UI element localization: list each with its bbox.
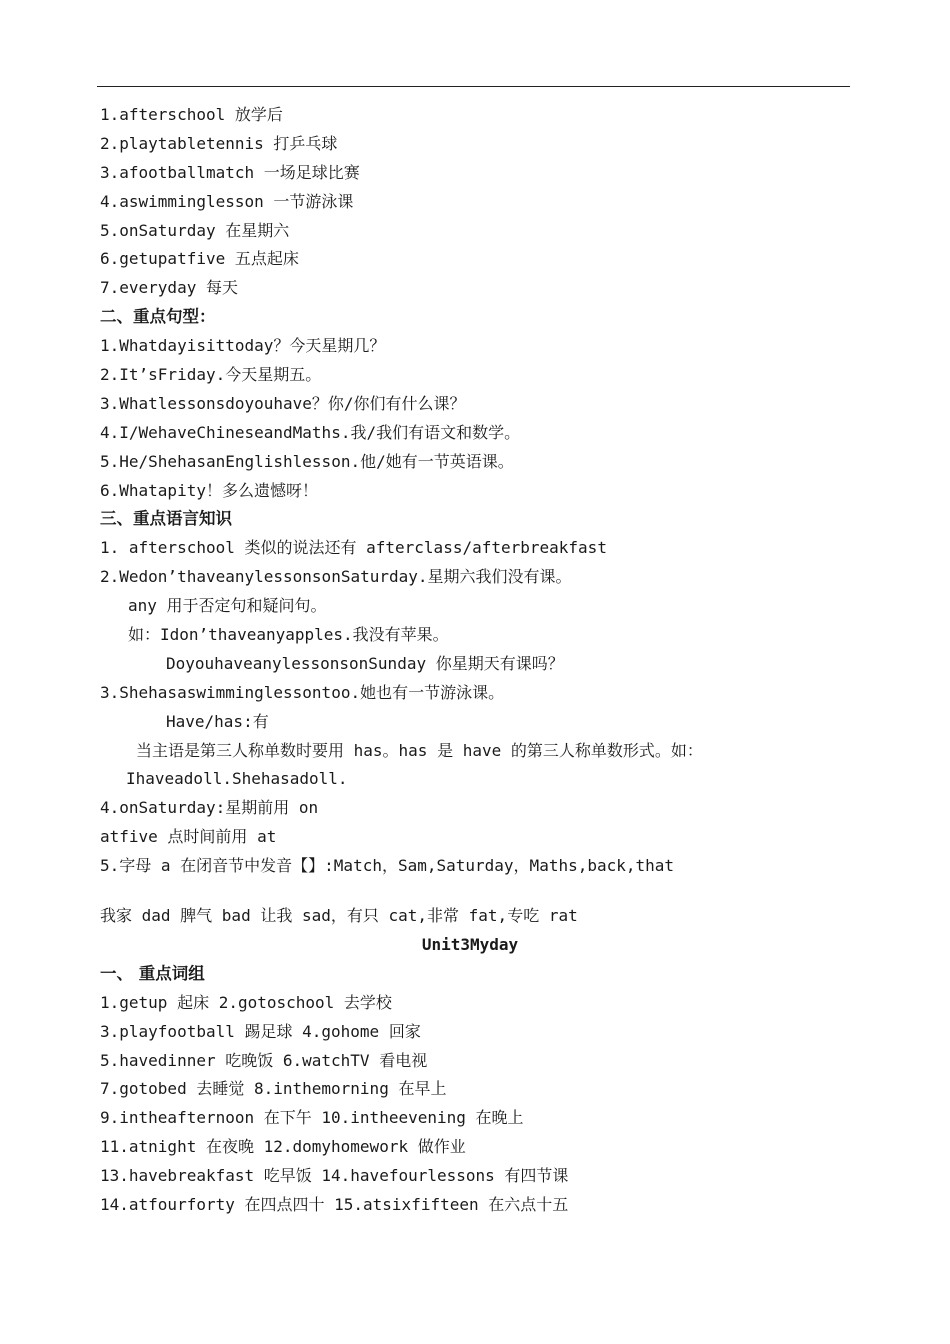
list-item: 1.Whatdayisittoday？今天星期几？ [100, 336, 386, 356]
section-heading-sentences: 二、重点句型： [100, 307, 216, 327]
header-rule [97, 86, 850, 87]
section-heading-knowledge: 三、重点语言知识 [100, 509, 232, 529]
knowledge-item: 3.Shehasaswimminglessontoo.她也有一节游泳课。 [100, 682, 505, 702]
knowledge-example: 如：Idon’thaveanyapples.我没有苹果。 [128, 625, 449, 645]
knowledge-item: 5.字母 a 在闭音节中发音【】:Match，Sam,Saturday，Maths,back,that [100, 856, 675, 876]
knowledge-note: any 用于否定句和疑问句。 [128, 596, 327, 616]
list-item: 5.He/ShehasanEnglishlesson.他/她有一节英语课。 [100, 451, 514, 471]
spacer [100, 881, 840, 902]
knowledge-list [100, 534, 840, 881]
list-item: 4.aswimminglesson 一节游泳课 [100, 191, 354, 211]
list-item: 11.atnight 在夜晚 12.domyhomework 做作业 [100, 1137, 466, 1157]
knowledge-item: 2.Wedon’thaveanylessonsonSaturday.星期六我们没有课。 [100, 567, 572, 587]
knowledge-example: DoyouhaveanylessonsonSunday 你星期天有课吗？ [166, 653, 564, 673]
unit-title: Unit3Myday [421, 934, 519, 954]
list-item: 4.I/WehaveChineseandMaths.我/我们有语文和数学。 [100, 422, 521, 442]
knowledge-note: atfive 点时间前用 at [100, 827, 277, 847]
list-item: 6.Whatapity！多么遗憾呀！ [100, 480, 318, 500]
list-item: 6.getupatfive 五点起床 [100, 249, 299, 269]
list-item: 3.Whatlessonsdoyouhave？你/你们有什么课？ [100, 393, 466, 413]
section-heading-phrases: 一、 重点词组 [100, 963, 205, 983]
list-item: 3.afootballmatch 一场足球比赛 [100, 162, 360, 182]
vocab-list [100, 101, 840, 303]
phrase-list [100, 989, 840, 1220]
list-item: 7.everyday 每天 [100, 278, 238, 298]
list-item: 5.onSaturday 在星期六 [100, 220, 290, 240]
list-item: 14.atfourforty 在四点四十 15.atsixfifteen 在六点十五 [100, 1194, 569, 1214]
list-item: 2.It’sFriday.今天星期五。 [100, 365, 322, 385]
list-item: 1.afterschool 放学后 [100, 105, 283, 124]
knowledge-example: Ihaveadoll.Shehasadoll. [126, 769, 348, 789]
list-item: 13.havebreakfast 吃早饭 14.havefourlessons 有四节课 [100, 1166, 569, 1186]
list-item: 1.getup 起床 2.gotoschool 去学校 [100, 992, 392, 1012]
sentence-list [100, 332, 840, 505]
list-item: 3.playfootball 踢足球 4.gohome 回家 [100, 1021, 421, 1041]
knowledge-item: 1. afterschool 类似的说法还有 afterclass/afterbreakfast [100, 538, 607, 558]
list-item: 5.havedinner 吃晚饭 6.watchTV 看电视 [100, 1050, 428, 1070]
list-item: 2.playtabletennis 打乒乓球 [100, 133, 338, 153]
knowledge-note: 当主语是第三人称单数时要用 has。has 是 have 的第三人称单数形式。如： [136, 740, 703, 760]
knowledge-note: Have/has:有 [166, 711, 269, 731]
list-item: 9.intheafternoon 在下午 10.intheevening 在晚上 [100, 1108, 524, 1128]
list-item: 7.gotobed 去睡觉 8.inthemorning 在早上 [100, 1079, 447, 1099]
document-body [100, 101, 840, 1220]
rhyme-line: 我家 dad 脾气 bad 让我 sad，有只 cat,非常 fat,专吃 rat [100, 906, 578, 926]
knowledge-item: 4.onSaturday:星期前用 on [100, 798, 319, 818]
